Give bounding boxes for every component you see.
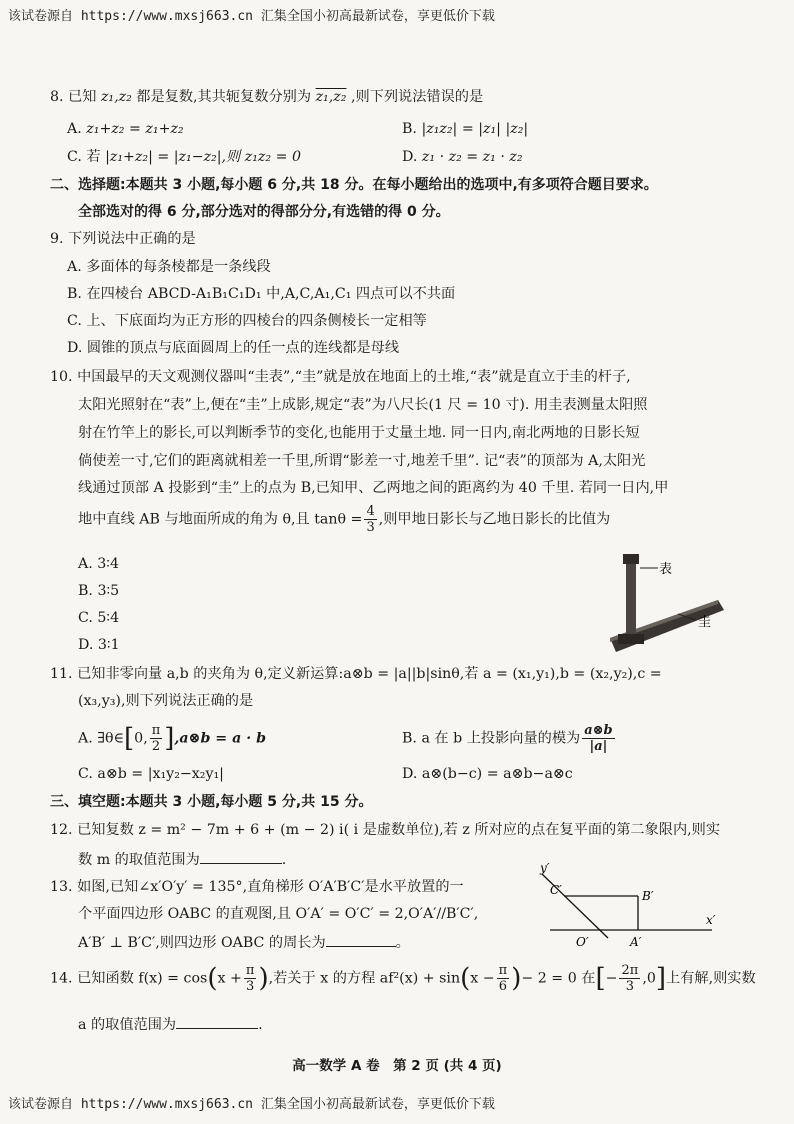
trapezoid-figure — [530, 860, 730, 952]
q12-line-2 — [78, 851, 286, 867]
label-y: y′ — [540, 861, 550, 875]
q13-line-3 — [78, 934, 410, 950]
q13-answer-blank[interactable] — [326, 934, 396, 947]
q11-option-a-fraction — [150, 724, 163, 753]
q11-option-b-den: |a| — [589, 739, 608, 754]
section-2-heading: 二、选择题:本题共 3 小题,每小题 6 分,共 18 分。在每小题给出的选项中,有多项符合题目要求。 — [50, 177, 658, 193]
watermark-header: 该试卷源自 https://www.mxsj663.cn 汇集全国小初高最新试卷，享更低价下载 — [8, 9, 495, 24]
q11-option-d: D. a⊗(b−c) = a⊗b−a⊗c — [402, 766, 573, 782]
q9-option-d: D. 圆锥的顶点与底面圆周上的任一点的连线都是母线 — [67, 340, 400, 356]
q14-line-2-b: . — [258, 1017, 263, 1033]
q14-num-3: 2π — [621, 963, 639, 978]
q8-option-a-label: A. — [67, 121, 82, 137]
q10-option-d: D. 3∶1 — [78, 637, 120, 653]
q14-line-1-a: 14. 已知函数 f(x) = cos — [50, 970, 208, 987]
q13-line-1: 13. 如图,已知∠x′O′y′ = 135°,直角梯形 O′A′B′C′是水平放置的一 — [50, 879, 464, 895]
q14-line-2 — [78, 1016, 263, 1032]
q8-option-c-label: C. 若 — [67, 149, 101, 165]
q8-option-d-text: z₁ · z₂ = z₁ · z₂ — [421, 149, 523, 165]
q14-line-1-e: − 2 = 0 在 — [521, 970, 596, 987]
biao-pole — [626, 558, 636, 640]
q9-option-c: C. 上、下底面均为正方形的四棱台的四条侧棱长一定相等 — [67, 313, 427, 329]
q10-line-2: 太阳光照射在“表”上,便在“圭”上成影,规定“表”为八尺长(1 尺 = 10 寸). 用圭表测量太阳照 — [78, 397, 648, 413]
q10-tan-fraction — [364, 505, 376, 534]
q10-option-a: A. 3∶4 — [78, 556, 120, 572]
q11-option-a-a: A. ∃θ∈ — [78, 730, 125, 747]
q11-option-a-zero: 0, — [134, 730, 148, 747]
q8-option-b-label: B. — [402, 121, 417, 137]
page-footer: 高一数学 A 卷 第 2 页 (共 4 页) — [292, 1058, 502, 1074]
q12-line-2-b: . — [281, 852, 287, 868]
q10-option-b: B. 3∶5 — [78, 583, 120, 599]
q11-option-a-den: 2 — [151, 739, 161, 754]
q13-line-3-a: A′B′ ⊥ B′C′,则四边形 OABC 的周长为 — [78, 935, 326, 951]
q8-option-c-text: |z₁+z₂| = |z₁−z₂|,则 z₁z₂ = 0 — [105, 149, 301, 165]
q8-option-b-text: |z₁z₂| = |z₁| |z₂| — [421, 121, 529, 137]
q8-stem-a: 8. 已知 — [50, 89, 97, 105]
label-O: O′ — [576, 935, 589, 949]
section-2-note: 全部选对的得 6 分,部分选对的得部分分,有选错的得 0 分。 — [78, 204, 450, 220]
q11-option-a-rb: ] — [164, 723, 175, 754]
q10-line-4: 倘使差一寸,它们的距离就相差一千里,所谓“影差一寸,地差千里”. 记“表”的顶部为 A,太阳光 — [78, 453, 646, 469]
label-A: A′ — [630, 935, 642, 949]
q10-line-1: 10. 中国最早的天文观测仪器叫“圭表”,“圭”就是放在地面上的土堆,“表”就是直立于圭的杆子, — [50, 369, 631, 385]
q14-line-1-h: 上有解,则实数 — [666, 970, 756, 987]
q10-tan-den: 3 — [366, 520, 375, 535]
biao-label: 表 — [659, 562, 673, 577]
q13-line-2: 个平面四边形 OABC 的直观图,且 O′A′ = O′C′ = 2,O′A′//B′C′, — [78, 906, 479, 922]
q8-option-b — [402, 122, 528, 136]
q11-option-a-num: π — [151, 723, 161, 738]
q11-option-c: C. a⊗b = |x₁y₂−x₂y₁| — [78, 766, 224, 782]
q11-option-b-num: a⊗b — [584, 723, 613, 738]
q14-frac-2 — [497, 964, 510, 993]
q8-option-a-text: z₁+z₂ = z₁+z₂ — [86, 121, 184, 137]
section-3-heading: 三、填空题:本题共 3 小题,每小题 5 分,共 15 分。 — [50, 794, 373, 810]
q14-answer-blank[interactable] — [176, 1016, 258, 1029]
q14-frac-1 — [244, 964, 257, 993]
q12-line-1: 12. 已知复数 z = m² − 7m + 6 + (m − 2) i( i 是虚数单位),若 z 所对应的点在复平面的第二象限内,则实 — [50, 822, 721, 838]
q11-option-a-b: ,a⊗b = a · b — [174, 730, 267, 747]
q10-option-c: C. 5∶4 — [78, 610, 120, 626]
q14-frac-3 — [619, 964, 640, 993]
q11-option-b-fraction — [582, 724, 614, 753]
q12-answer-blank[interactable] — [200, 851, 282, 864]
q11-option-a — [78, 724, 266, 753]
q10-line-6-a: 地中直线 AB 与地面所成的角为 θ,且 tanθ = — [78, 511, 363, 528]
q14-line-1-c: ,若关于 x 的方程 af²(x) + sin — [268, 970, 461, 987]
biao-base — [618, 634, 644, 644]
q11-option-b-a: B. a 在 b 上投影向量的模为 — [402, 730, 581, 747]
q14-line-2-a: a 的取值范围为 — [78, 1017, 177, 1033]
q11-line-2: (x₃,y₃),则下列说法正确的是 — [78, 693, 254, 709]
q10-tan-num: 4 — [366, 504, 375, 519]
q8-conj: z₁,z₂ — [315, 89, 347, 105]
q14-den-3: 3 — [625, 979, 635, 994]
question-8-stem — [50, 90, 483, 104]
q9-option-a: A. 多面体的每条棱都是一条线段 — [67, 259, 271, 275]
q11-option-a-lb: [ — [124, 723, 135, 754]
biao-top — [623, 554, 639, 564]
q8-z1z2: z₁,z₂ — [100, 89, 132, 105]
q8-option-c — [67, 150, 301, 164]
guibiao-figure — [600, 548, 730, 660]
q8-stem-c: ,则下列说法错误的是 — [350, 89, 484, 105]
gui-label: 圭 — [698, 615, 712, 630]
q14-line-1-d: x − — [470, 970, 495, 987]
q11-line-1: 11. 已知非零向量 a,b 的夹角为 θ,定义新运算:a⊗b = |a||b|sinθ,若 a = (x₁,y₁),b = (x₂,y₂),c = — [50, 666, 662, 682]
label-C: C′ — [550, 883, 562, 897]
q10-line-6 — [78, 505, 610, 534]
q12-line-2-a: 数 m 的取值范围为 — [78, 852, 200, 868]
q14-line-1-g: ,0 — [642, 970, 656, 987]
q14-line-1: 14. 已知函数 f(x) = cos(x + $\frac{\pi}{3}$ ),若关于 x 的方程 af²(x) + sin(x − $\frac{\pi}{6}$ )− 2 = 0 在[− $\frac{2\pi}{3}$ ,0]上有解,则实数 — [50, 963, 756, 994]
q14-den-1: 3 — [246, 979, 255, 994]
label-x: x′ — [706, 913, 716, 927]
q14-num-2: π — [498, 963, 508, 978]
q8-stem-b: 都是复数,其共轭复数分别为 — [136, 89, 312, 105]
q14-line-1-f: − — [605, 970, 618, 987]
q8-option-d-label: D. — [402, 149, 418, 165]
q14-line-1-b: x + — [217, 970, 242, 987]
q11-option-b — [402, 724, 617, 753]
q14-den-2: 6 — [498, 979, 508, 994]
q10-line-5: 线通过顶部 A 投影到“圭”上的点为 B,已知甲、乙两地之间的距离约为 40 千里. 若同一日内,甲 — [78, 480, 669, 496]
label-B: B′ — [642, 889, 654, 903]
q14-num-1: π — [245, 963, 255, 978]
watermark-footer: 该试卷源自 https://www.mxsj663.cn 汇集全国小初高最新试卷，享更低价下载 — [8, 1097, 495, 1112]
q9-option-b: B. 在四棱台 ABCD-A₁B₁C₁D₁ 中,A,C,A₁,C₁ 四点可以不共面 — [67, 286, 456, 302]
q10-line-6-b: ,则甲地日影长与乙地日影长的比值为 — [378, 511, 611, 528]
q8-option-d — [402, 150, 523, 164]
q8-option-a — [67, 122, 184, 136]
q10-line-3: 射在竹竿上的影长,可以判断季节的变化,也能用于丈量土地. 同一日内,南北两地的日影长短 — [78, 425, 640, 441]
q13-line-3-b: 。 — [395, 935, 410, 951]
question-9-stem: 9. 下列说法中正确的是 — [50, 231, 196, 247]
